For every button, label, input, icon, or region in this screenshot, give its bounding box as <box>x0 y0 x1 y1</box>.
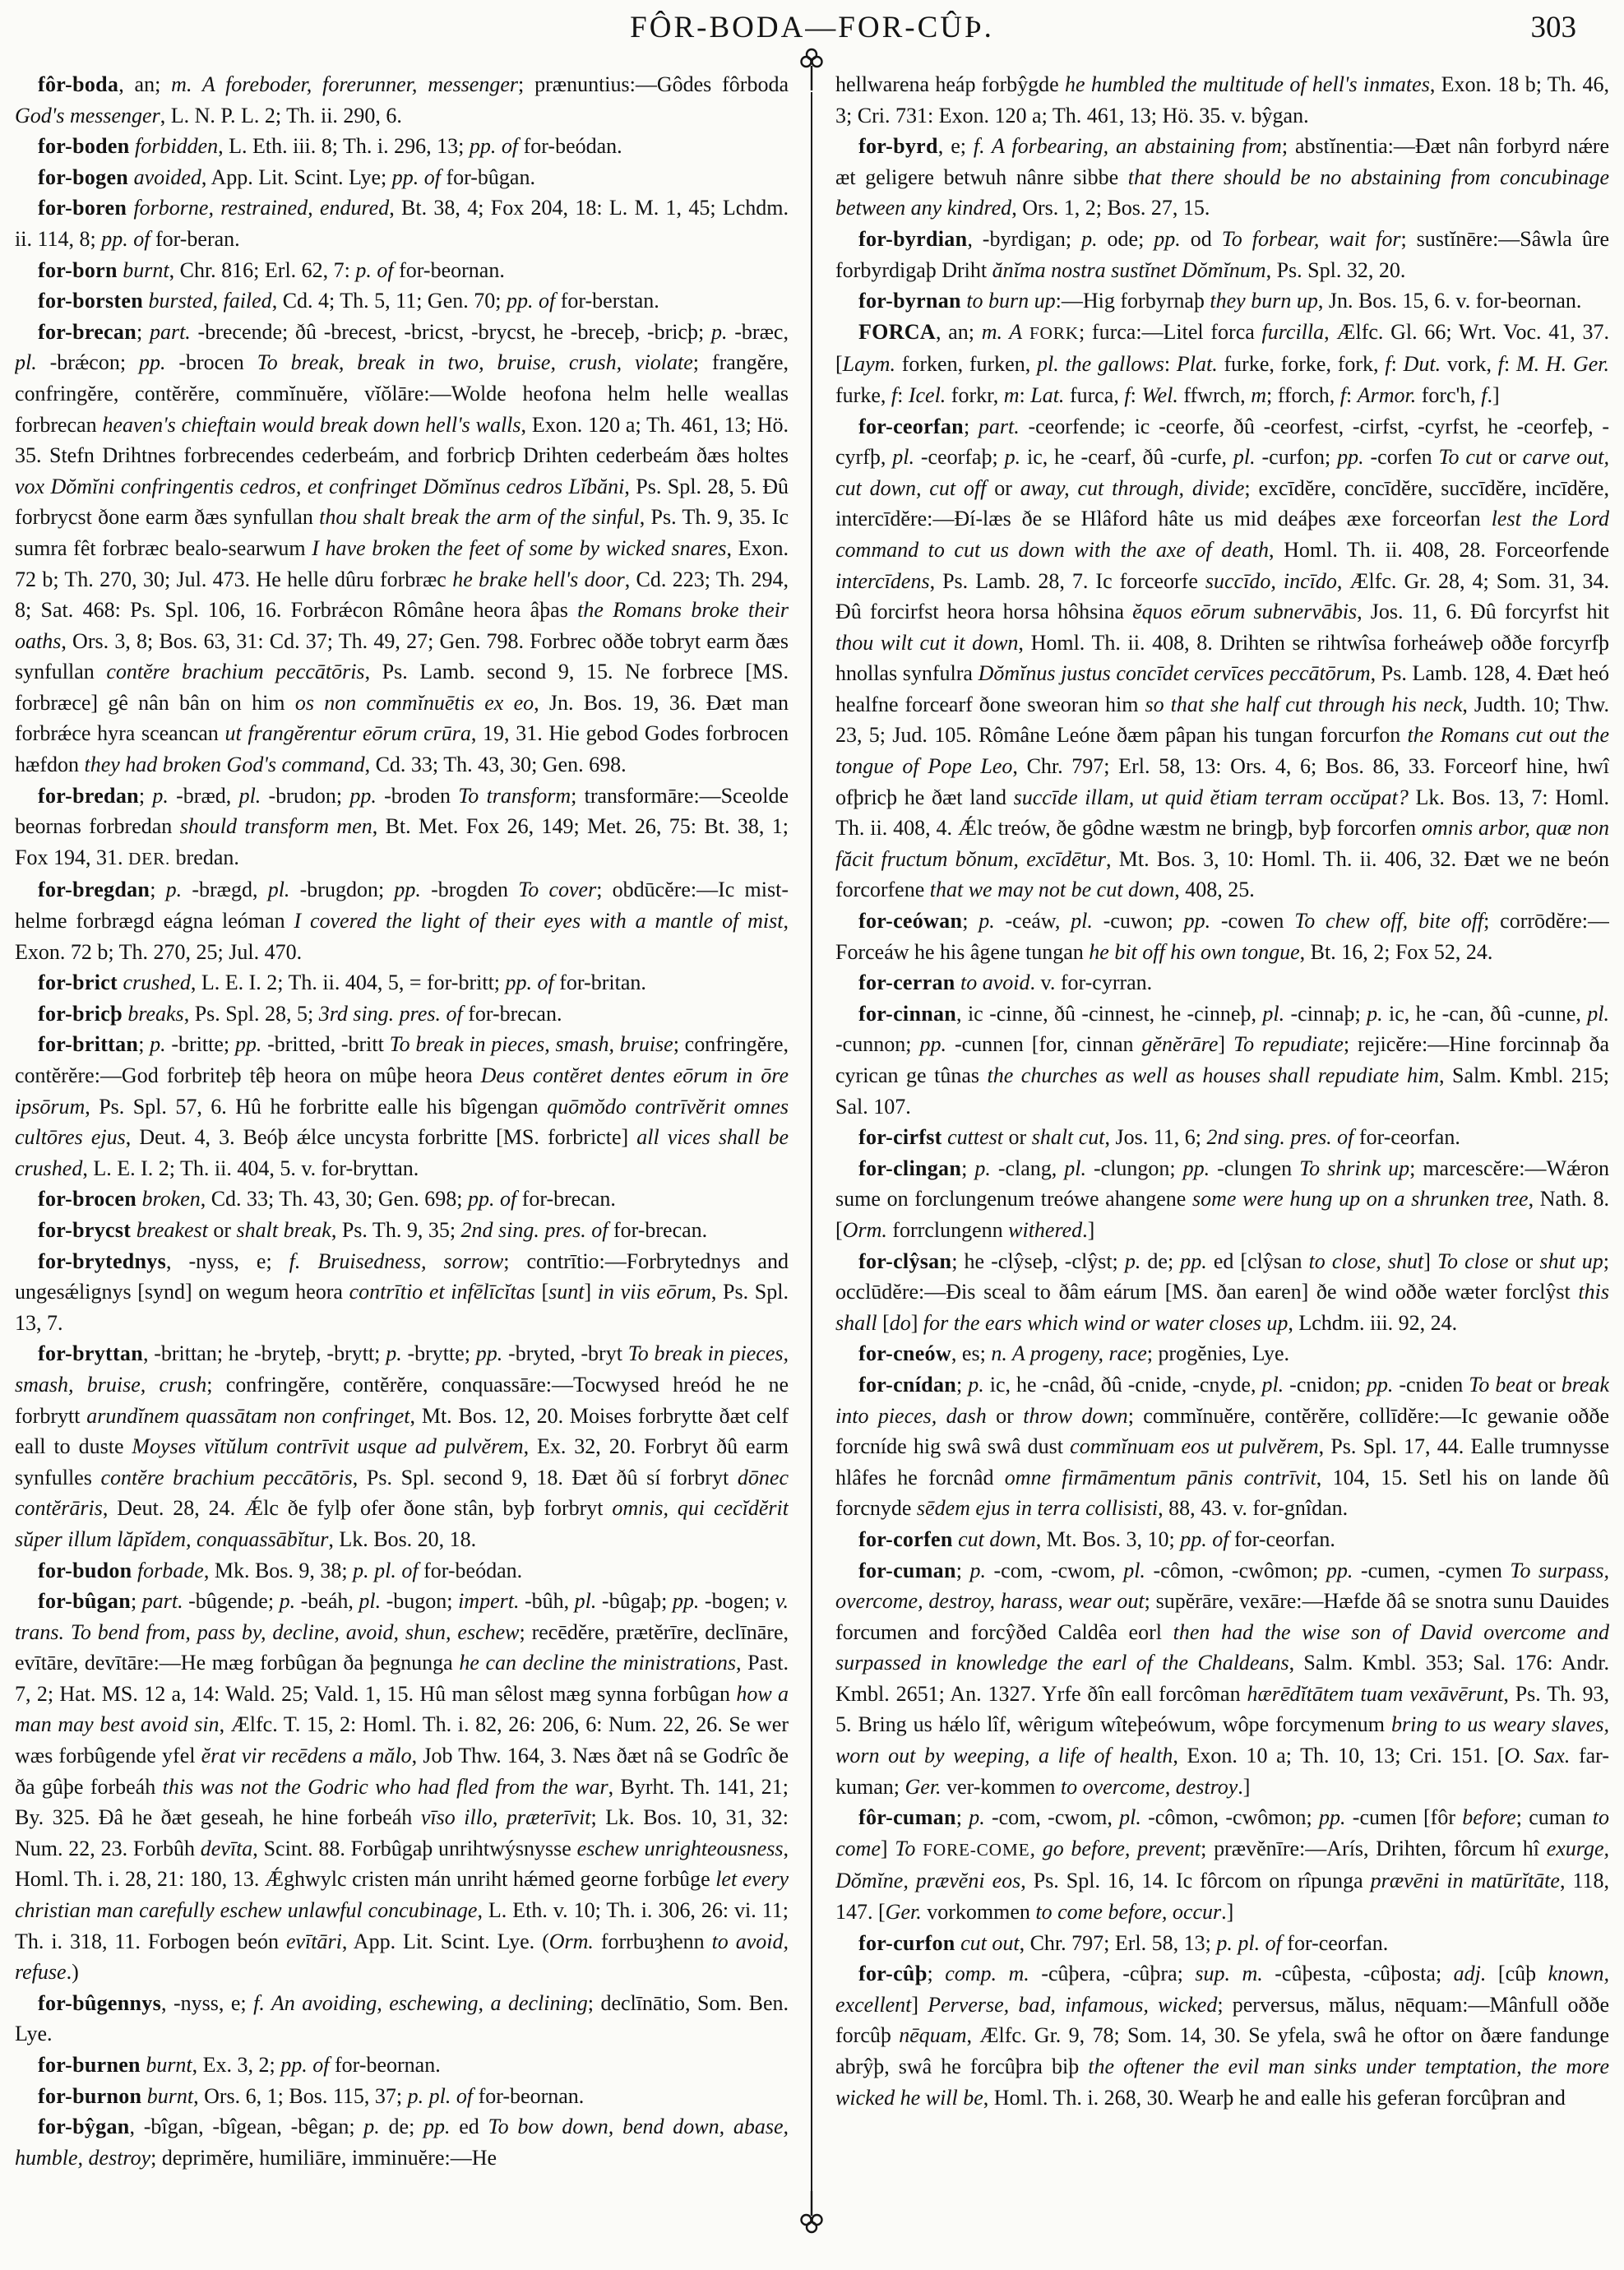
entry-for-budon: for-budon forbade, Mk. Bos. 9, 38; p. pl. of for-beódan. <box>38 1558 523 1582</box>
entry-for-burnon: for-burnon burnt, Ors. 6, 1; Bos. 115, 37; p. pl. of for-beornan. <box>38 2083 585 2108</box>
entry-for-bygan-continued: hellwarena heáp forbŷgde he humbled the multitude of hell's inmates, Exon. 18 b; Th. 46, 3; Cri. 731: Exon. 120 a; Th. 461, 13; Hö. 35. v. bŷgan. <box>835 72 1609 127</box>
right-column <box>835 69 1609 2257</box>
entry-for-bugan: for-bûgan; part. -bûgende; p. -beáh, pl. -bugon; impert. -bûh, pl. -bûgaþ; pp. -bogen; v. trans. To bend from, pass by, decline, avoid, shun, eschew; recēdĕre, prætĕrīre, declīnāre, evītāre, devītāre:—He mæg forbûgan ða þegnunga he can decline the ministrations, Past. 7, 2; Hat. MS. 12 a, 14: Wald. 25; Vald. 1, 15. Hû man sêlost mæg synna forbûgan how a man may best avoid sin, Ælfc. T. 15, 2: Homl. Th. i. 82, 26: 206, 6: Num. 22, 26. Se wer wæs forbûgende yfel ĕrat vir recēdens a mălo, Job Thw. 164, 3. Næs ðæt nâ se Godrîc ðe ða gûþe forbeáh this was not the Godric who had fled from the war, Byrht. Th. 141, 21; By. 325. Ðâ he ðæt geseah, he hine forbeáh vīso illo, præterīvit; Lk. Bos. 10, 31, 32: Num. 22, 23. Forbûh devīta, Scint. 88. Forbûgaþ unrihtwýsnysse eschew unrighteousness, Homl. Th. i. 28, 21: 180, 13. Ǽghwylc cristen mán unriht hǽmed georne forbûge let every christian man carefully eschew unlawful concubinage, L. Eth. v. 10; Th. i. 306, 26: vi. 11; Th. i. 318, 11. Forbogen beón evītāri, App. Lit. Scint. Lye. (Orm. forrbuȝhenn to avoid, refuse.) <box>15 1589 789 1985</box>
entry-for-brycst: for-brycst breakest or shalt break, Ps. Th. 9, 35; 2nd sing. pres. of for-brecan. <box>38 1217 708 1242</box>
entry-for-cuth: for-cûþ; comp. m. -cûþera, -cûþra; sup. m. -cûþesta, -cûþosta; adj. [cûþ known, excellent] Perverse, bad, infamous, wicked; perversus, mălus, nēquam:—Mânfull oððe forcûþ nēquam, Ælfc. Gr. 9, 78; Som. 14, 30. Se yfela, swâ he oftor on ðære fandunge abrŷþ, swâ he forcûþra biþ the oftener the evil man sinks under temptation, the more wicked he will be, Homl. Th. i. 268, 30. Wearþ he and ealle his geferan forcûþran and <box>835 1962 1609 2110</box>
entry-for-borsten: for-borsten bursted, failed, Cd. 4; Th. 5, 11; Gen. 70; pp. of for-berstan. <box>38 289 659 313</box>
entry-for-brocen: for-brocen broken, Cd. 33; Th. 43, 30; Gen. 698; pp. of for-brecan. <box>38 1187 616 1211</box>
page-number: 303 <box>1530 11 1576 44</box>
left-column <box>15 69 789 2257</box>
entry-for-brittan: for-brittan; p. -britte; pp. -britted, -britt To break in pieces, smash, bruise; confringĕre, contĕrĕre:—God forbriteþ têþ heora on mûþe heora Deus contĕret dentes eōrum in ōre ipsōrum, Ps. Spl. 57, 6. Hû he forbritte ealle his bîgengan quōmŏdo contrīvĕrit omnes cultōres ejus, Deut. 4, 3. Beóþ ǽlce uncysta forbritte [MS. forbricte] all vices shall be crushed, L. E. I. 2; Th. ii. 404, 5. v. for-bryttan. <box>15 1032 789 1180</box>
entry-for-bregdan: for-bregdan; p. -brægd, pl. -brugdon; pp. -brogden To cover; obdūcĕre:—Ic mist-helme forbrægd eágna leóman I covered the light of their eyes with a mantle of mist, Exon. 72 b; Th. 270, 25; Jul. 470. <box>15 878 789 964</box>
entry-for-bygan: for-bŷgan, -bîgan, -bîgean, -bêgan; p. de; pp. ed To bow down, bend down, abase, humble, destroy; deprimĕre, humiliāre, imminuĕre:—He <box>15 2115 789 2170</box>
entry-for-bugennys: for-bûgennys, -nyss, e; f. An avoiding, eschewing, a declining; declīnātio, Som. Ben. Lye. <box>15 1990 789 2046</box>
entry-for-ceowan: for-ceówan; p. -ceáw, pl. -cuwon; pp. -cowen To chew off, bite off; corrōdĕre:—Forceáw he his âgene tungan he bit off his own tongue, Bt. 16, 2; Fox 52, 24. <box>835 909 1609 964</box>
entry-for-boren: for-boren forborne, restrained, endured, Bt. 38, 4; Fox 204, 18: L. M. 1, 45; Lchdm. ii. 114, 8; pp. of for-beran. <box>15 196 789 251</box>
entry-for-clingan: for-clingan; p. -clang, pl. -clungon; pp. -clungen To shrink up; marcescĕre:—Wǽron sume on forclungenum treówe ahangene some were hung up on a shrunken tree, Nath. 8. [Orm. forrclungenn withered.] <box>835 1156 1609 1242</box>
entry-for-brytednys: for-brytednys, -nyss, e; f. Bruisedness, sorrow; contrītio:—Forbrytednys and ungesǽlignys [synd] on wegum heora contrītio et infēlīcĭtas [sunt] in viis eōrum, Ps. Spl. 13, 7. <box>15 1248 789 1335</box>
entry-for-born: for-born burnt, Chr. 816; Erl. 62, 7: p. of for-beornan. <box>38 257 505 282</box>
entry-for-byrdian: for-byrdian, -byrdigan; p. ode; pp. od To forbear, wait for; sustĭnēre:—Sâwla ûre forbyrdigaþ Driht ănĭma nostra sustĭnet Dŏmĭnum, Ps. Spl. 32, 20. <box>835 226 1609 282</box>
entry-for-clysan: for-clŷsan; he -clŷseþ, -clŷst; p. de; pp. ed [clŷsan to close, shut] To close or shut up; occlūdĕre:—Ðis sceal to ðâm eárum [MS. ðan earen] ðe wind oððe wæter forclŷst this shall [do] for the ears which wind or water closes up, Lchdm. iii. 92, 24. <box>835 1248 1609 1335</box>
entry-for-cirfst: for-cirfst cuttest or shalt cut, Jos. 11, 6; 2nd sing. pres. of for-ceorfan. <box>858 1125 1460 1150</box>
entry-for-ceorfan: for-ceorfan; part. -ceorfende; ic -ceorfe, ðû -ceorfest, -cirfst, -cyrfst, he -ceorfeþ, -cyrfþ, pl. -ceorfaþ; p. ic, he -cearf, ðû -curfe, pl. -curfon; pp. -corfen To cut or carve out, cut down, cut off or away, cut through, divide; excīdĕre, concīdĕre, succīdĕre, incīdĕre, intercīdĕre:—Ðí-læs ðe se Hlâford hâte us mid deáþes æxe forceorfan lest the Lord command to cut us down with the axe of death, Homl. Th. ii. 408, 28. Forceorfende intercīdens, Ps. Lamb. 28, 7. Ic forceorfe succīdo, incīdo, Ælfc. Gr. 28, 4; Som. 31, 34. Ðû forcirfst heora horsa hôhsina ĕquos eōrum subnervābis, Jos. 11, 6. Ðû forcyrfst hit thou wilt cut it down, Homl. Th. ii. 408, 8. Drihten se rihtwîsa forheáweþ oððe forcyrfþ hnollas synfulra Dŏmĭnus justus concīdet cervīces peccātōrum, Ps. Lamb. 128, 4. Ðæt heó healfne forcearf ðone sweoran him so that she half cut through his neck, Judth. 10; Thw. 23, 5; Jud. 105. Rômâne Leóne ðæm pâpan his tungan forcurfon the Romans cut out the tongue of Pope Leo, Chr. 797; Erl. 58, 13: Ors. 4, 6; Bos. 86, 33. Forceorf hine, hwî ofþricþ he ðæt land succīde illam, ut quid ĕtiam terram occŭpat? Lk. Bos. 13, 7: Homl. Th. ii. 408, 4. Ǽlc treów, ðe gôdne wæstm ne bringþ, byþ forcorfen omnis arbor, quæ non făcit fructum bŏnum, excīdētur, Mt. Bos. 3, 10: Homl. Th. ii. 406, 32. Ðæt we ne beón forcorfene that we may not be cut down, 408, 25. <box>835 414 1609 902</box>
entry-for-brict: for-brict crushed, L. E. I. 2; Th. ii. 404, 5, = for-britt; pp. of for-britan. <box>38 971 646 995</box>
entry-for-cneow: for-cneów, es; n. A progeny, race; progĕnies, Lye. <box>858 1341 1290 1366</box>
page-title: FÔR-BODA—FOR-CÛÞ. <box>630 11 994 44</box>
entry-for-boda: fôr-boda, an; m. A foreboder, forerunner, messenger; prænuntius:—Gôdes fôrboda God's messenger, L. N. P. L. 2; Th. ii. 290, 6. <box>15 72 789 127</box>
entry-for-corfen: for-corfen cut down, Mt. Bos. 3, 10; pp. of for-ceorfan. <box>858 1526 1335 1551</box>
entry-for-cuman: for-cuman; p. -com, -cwom, pl. -cômon, -cwômon; pp. -cumen, -cymen To surpass, overcome, destroy, harass, wear out; supĕrāre, vexāre:—Hæfde ðâ se snotra sunu Dauides forcumen and forcŷðed Caldêa eorl then had the wise son of David overcome and surpassed in knowledge the earl of the Chaldeans, Salm. Kmbl. 353; Sal. 176: Andr. Kmbl. 2651; An. 1327. Yrfe ðîn eall forcôman hærēdĭtātem tuam vexāvērunt, Ps. Th. 93, 5. Bring us hǽlo lîf, wêrigum wîteþeówum, wôpe forcymenum bring to us weary slaves, worn out by weeping, a life of health, Exon. 10 a; Th. 10, 13; Cri. 151. [O. Sax. far-kuman; Ger. ver-kommen to overcome, destroy.] <box>835 1558 1609 1799</box>
entry-for-bredan: for-bredan; p. -bræd, pl. -brudon; pp. -broden To transform; transformāre:—Sceolde beornas forbredan should transform men, Bt. Met. Fox 26, 149; Met. 26, 75: Bt. 38, 1; Fox 194, 31. DER. bredan. <box>15 783 789 869</box>
entry-for-burnen: for-burnen burnt, Ex. 3, 2; pp. of for-beornan. <box>38 2053 441 2077</box>
entry-for-cinnan: for-cinnan, ic -cinne, ðû -cinnest, he -cinneþ, pl. -cinnaþ; p. ic, he -can, ðû -cunne, pl. -cunnon; pp. -cunnen [for, cinnan gĕnĕrāre] To repudiate; rejicĕre:—Hine forcinnaþ ða cyrican ge tûnas the churches as well as houses shall repudiate him, Salm. Kmbl. 215; Sal. 107. <box>835 1001 1609 1119</box>
text-columns <box>15 69 1609 2257</box>
entry-for-brecan: for-brecan; part. -brecende; ðû -brecest, -bricst, -brycst, he -breceþ, -bricþ; p. -bræc, pl. -brǽcon; pp. -brocen To break, break in two, bruise, crush, violate; frangĕre, confringĕre, contĕrĕre, commĭnuĕre, vĭŏlāre:—Wolde heofona helm helle weallas forbrecan heaven's chieftain would break down hell's walls, Exon. 120 a; Th. 461, 13; Hö. 35. Stefn Drihtnes forbrecendes cederbeám, and forbricþ Drihten cederbeám ðæs holtes vox Dŏmĭni confringentis cedros, et confringet Dŏmĭnus cedros Lĭbăni, Ps. Spl. 28, 5. Ðû forbrycst ðone earm ðæs synfullan thou shalt break the arm of the sinful, Ps. Th. 9, 35. Ic sumra fêt forbræc bealo-searwum I have broken the feet of some by wicked snares, Exon. 72 b; Th. 270, 30; Jul. 473. He helle dûru forbræc he brake hell's door, Cd. 223; Th. 294, 8; Sat. 468: Ps. Spl. 106, 16. Forbrǽcon Rômâne heora âþas the Romans broke their oaths, Ors. 3, 8; Bos. 63, 31: Cd. 37; Th. 49, 27; Gen. 798. Forbrec oððe tobryt earm ðæs synfullan contĕre brachium peccātōris, Ps. Lamb. second 9, 15. Ne forbrece [MS. forbræce] gê nân bân on him os non commĭnuētis ex eo, Jn. Bos. 19, 36. Ðæt man forbrǽce hyra sceancan ut frangĕrentur eōrum crūra, 19, 31. Hie gebod Godes forbrocen hæfdon they had broken God's command, Cd. 33; Th. 43, 30; Gen. 698. <box>15 319 789 777</box>
entry-for-bryttan: for-bryttan, -brittan; he -bryteþ, -brytt; p. -brytte; pp. -bryted, -bryt To break in pieces, smash, bruise, crush; confringĕre, contĕrĕre, conquassāre:—Tocwysed hreód he ne forbrytt arundĭnem quassātam non confringet, Mt. Bos. 12, 20. Moises forbrytte ðæt celf eall to duste Moyses vĭtŭlum contrīvit usque ad pulvĕrem, Ex. 32, 20. Forbryt ðû earm synfulles contĕre brachium peccātōris, Ps. Spl. second 9, 18. Ðæt ðû sí forbryt dōnec contĕrāris, Deut. 28, 24. Ǽlc ðe fylþ ofer ðone stân, byþ forbryt omnis, qui cecĭdĕrit sŭper illum lăpĭdem, conquassābĭtur, Lk. Bos. 20, 18. <box>15 1341 789 1551</box>
entry-for-byrnan: for-byrnan to burn up:—Hig forbyrnaþ they burn up, Jn. Bos. 15, 6. v. for-beornan. <box>858 289 1582 313</box>
entry-for-bricth: for-bricþ breaks, Ps. Spl. 28, 5; 3rd sing. pres. of for-brecan. <box>38 1001 562 1026</box>
entry-for-cerran: for-cerran to avoid. v. for-cyrran. <box>858 971 1153 995</box>
entry-for-cnidan: for-cnídan; p. ic, he -cnâd, ðû -cnide, -cnyde, pl. -cnidon; pp. -cniden To beat or break into pieces, dash or throw down; commĭnuĕre, contĕrĕre, collīdĕre:—Ic gewanie oððe forcníde hig swâ swâ dust commĭnuam eos ut pulvĕrem, Ps. Spl. 17, 44. Ealle trumnysse hlâfes he forcnâd omne firmāmentum pānis contrīvit, 104, 15. Setl his on lande ðû forcnyde sēdem ejus in terra collisisti, 88, 43. v. for-gnîdan. <box>835 1372 1609 1521</box>
entry-for-cuman-2: fôr-cuman; p. -com, -cwom, pl. -cômon, -cwômon; pp. -cumen [fôr before; cuman to come] To FORE-COME, go before, prevent; prævĕnīre:—Arís, Drihten, fôrcum hî exurge, Dŏmĭne, prævĕni eos, Ps. Spl. 16, 14. Ic fôrcom on rîpunga prævēni in matūrĭtāte, 118, 147. [Ger. vorkommen to come before, occur.] <box>835 1805 1609 1925</box>
entry-for-boden: for-boden forbidden, L. Eth. iii. 8; Th. i. 296, 13; pp. of for-beódan. <box>38 134 622 159</box>
entry-forca: FORCA, an; m. A FORK; furca:—Litel forca furcilla, Ælfc. Gl. 66; Wrt. Voc. 41, 37. [Laym. forken, furken, pl. the gallows: Plat. furke, forke, fork, f: Dut. vork, f: M. H. Ger. furke, f: Icel. forkr, m: Lat. furca, f: Wel. ffwrch, m; fforch, f: Armor. forc'h, f.] <box>835 319 1609 407</box>
entry-for-byrd: for-byrd, e; f. A forbearing, an abstaining from; abstĭnentia:—Ðæt nân forbyrd nǽre æt geligere betwuh nânre sibbe that there should be no abstaining from concubinage between any kindred, Ors. 1, 2; Bos. 27, 15. <box>835 134 1609 220</box>
entry-for-bogen: for-bogen avoided, App. Lit. Scint. Lye; pp. of for-bûgan. <box>38 164 535 189</box>
entry-for-curfon: for-curfon cut out, Chr. 797; Erl. 58, 13; p. pl. of for-ceorfan. <box>858 1930 1389 1955</box>
